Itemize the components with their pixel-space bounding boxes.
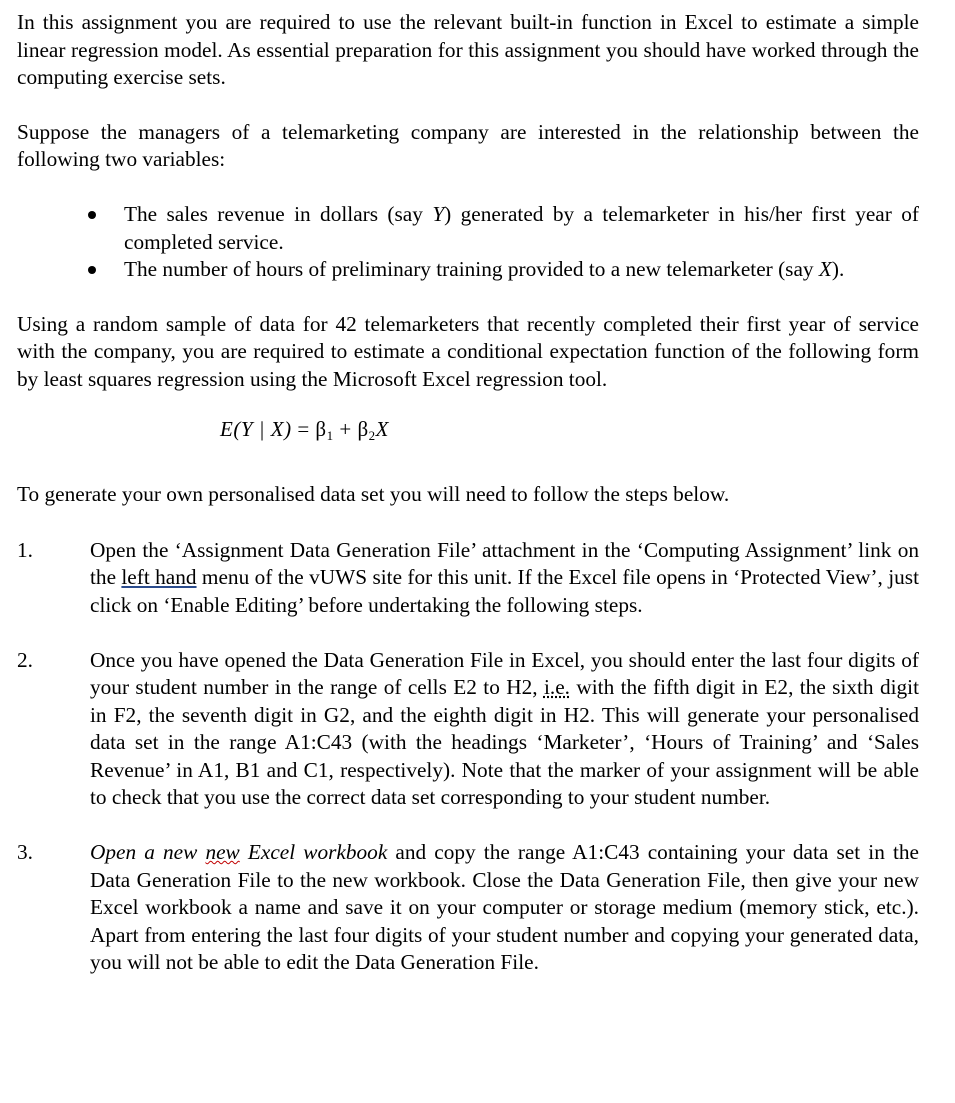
- step-text: and copy the range A1:C43 containing your data set in the Data Generation File to the new workbook. Close the Data Generation File, then give your new Excel workbook a name and save it on your computer or storage medium (memory stick, etc.). Apart from entering the last four digits of your student number and copying your generated data, you will not be able to edit the Data Generation File.: [90, 840, 919, 975]
- list-item: [17, 201, 919, 256]
- steps-list: [17, 537, 919, 977]
- regression-equation: [220, 416, 919, 450]
- document-page: [17, 9, 919, 977]
- equation-part: + β: [333, 416, 369, 441]
- list-item: [17, 256, 919, 284]
- spacer: [17, 449, 919, 481]
- spacer: [17, 174, 919, 201]
- ie-abbrev: i.e.: [543, 675, 570, 700]
- step-text: menu of the vUWS site for this unit. If the Excel file opens in ‘Protected View’, just click on ‘Enable Editing’ before undertaking the following steps.: [90, 565, 920, 617]
- bullet-text: The number of hours of preliminary training provided to a new telemarketer (say: [124, 257, 819, 282]
- step-number: 3.: [17, 840, 33, 865]
- equation-part: = β: [291, 416, 327, 441]
- equation-subscript: 1: [326, 427, 334, 443]
- spacer: [17, 284, 919, 311]
- variables-list: [17, 201, 919, 284]
- step-number: 1.: [17, 537, 33, 562]
- step-item: [17, 647, 919, 813]
- duplicate-word: new: [205, 840, 240, 865]
- bullet-text: ) generated by a telemarketer in his/her first year of completed service.: [124, 201, 919, 254]
- step-text: Open the ‘Assignment Data Generation File’ attachment in the ‘Computing Assignment’ link on the: [90, 537, 919, 590]
- left-hand-text: left hand: [121, 565, 197, 590]
- sample-paragraph: Using a random sample of data for 42 telemarketers that recently completed their first year of service with the company, you are required to estimate a conditional expectation function of the following form by least squares regression using the Microsoft Excel regression tool.: [17, 311, 919, 391]
- step-text: Once you have opened the Data Generation File in Excel, you should enter the last four digits of your student number in the range of cells E2 to H2,: [90, 647, 919, 700]
- bullet-text: The sales revenue in dollars (say: [124, 201, 433, 226]
- step-text: with the fifth digit in E2, the sixth digit in F2, the seventh digit in G2, and the eighth digit in H2. This will generate your personalised data set in the range A1:C43 (with the headings ‘Marketer’, ‘Hours of Training’ and ‘Sales Revenue’ in A1, B1 and C1, respectively). Note that the marker of your assignment will be able to check that you use the correct data set corresponding to your student number.: [90, 675, 920, 810]
- spacer: [17, 92, 919, 119]
- bullet-icon: [88, 266, 96, 274]
- step-number: 2.: [17, 647, 33, 672]
- step-italic-text: Open a new: [90, 840, 206, 865]
- intro-paragraph: In this assignment you are required to use the relevant built-in function in Excel to estimate a simple linear regression model. As essential preparation for this assignment you should have worked through the computing exercise sets.: [17, 10, 919, 90]
- step-item: [17, 839, 919, 977]
- step-item: [17, 537, 919, 620]
- equation-subscript: 2: [368, 427, 376, 443]
- bullet-icon: [88, 211, 96, 219]
- variable-x: X: [818, 257, 832, 282]
- equation-lhs: E(Y | X): [220, 416, 292, 441]
- bullet-text: ).: [831, 257, 845, 282]
- generate-paragraph: To generate your own personalised data set you will need to follow the steps below.: [17, 482, 730, 507]
- spacer: [17, 394, 919, 416]
- step-italic-text: Excel workbook: [239, 840, 388, 865]
- variable-y: Y: [432, 201, 445, 226]
- equation-x: X: [375, 416, 389, 441]
- suppose-paragraph: Suppose the managers of a telemarketing company are interested in the relationship between the following two variables:: [17, 119, 919, 172]
- spacer: [17, 509, 919, 537]
